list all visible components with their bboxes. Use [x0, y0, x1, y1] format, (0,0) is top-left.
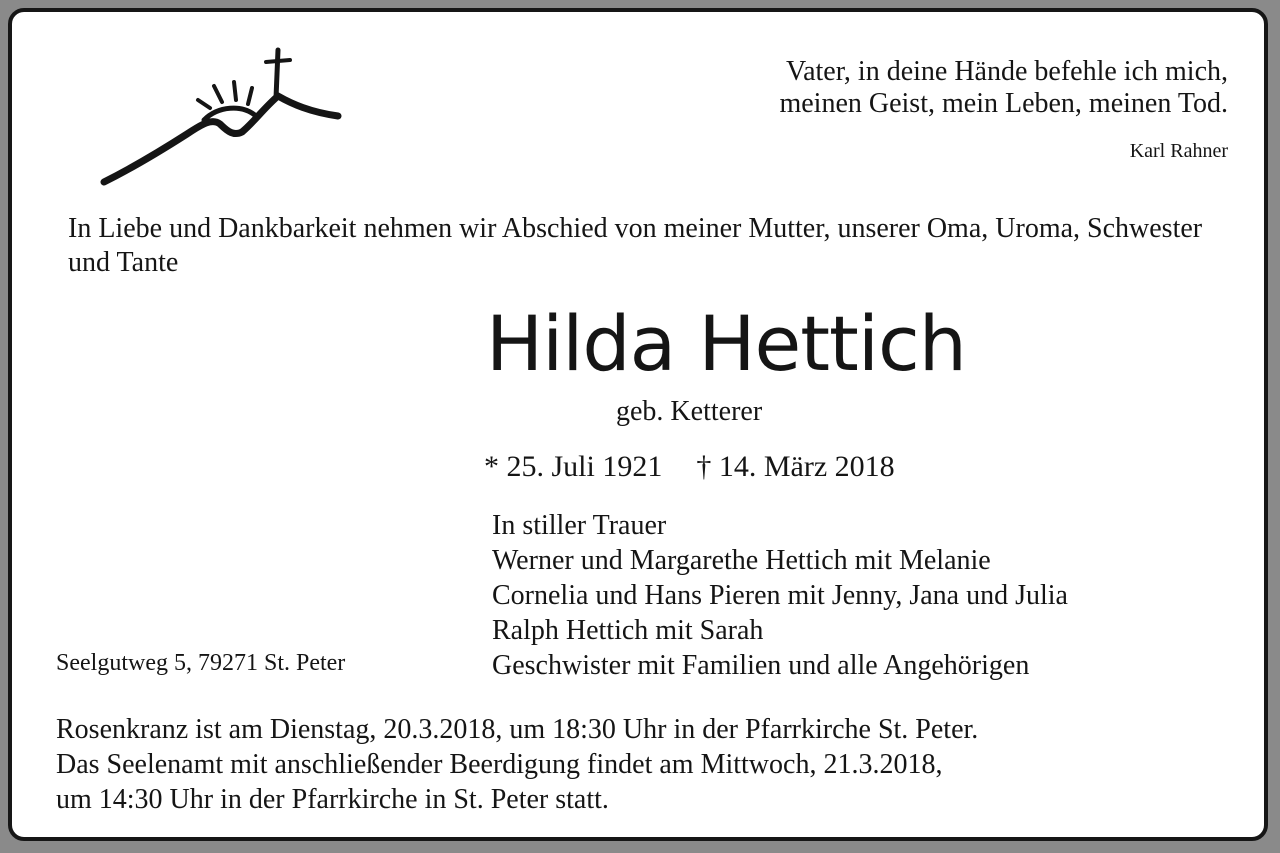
mourners-list	[492, 508, 1068, 683]
service-line: Rosenkranz ist am Dienstag, 20.3.2018, um 18:30 Uhr in der Pfarrkirche St. Peter.	[56, 714, 979, 745]
quote-line: Vater, in deine Hände befehle ich mich,	[785, 56, 1228, 87]
birth-name: geb. Ketterer	[616, 396, 763, 427]
service-line: um 14:30 Uhr in der Pfarrkirche in St. Peter statt.	[56, 784, 609, 815]
mourner-line: Ralph Hettich mit Sarah	[492, 615, 764, 646]
mourner-line: Cornelia und Hans Pieren mit Jenny, Jana und Julia	[492, 580, 1068, 611]
mourner-line: Geschwister mit Familien und alle Angehörigen	[492, 650, 1030, 681]
cross-mountain-sunrise-icon	[92, 40, 352, 190]
birth-date: * 25. Juli 1921	[484, 450, 663, 483]
mourner-line: Werner und Margarethe Hettich mit Melanie	[492, 545, 991, 576]
mourners-heading: In stiller Trauer	[492, 510, 667, 541]
service-line: Das Seelenamt mit anschließender Beerdigung findet am Mittwoch, 21.3.2018,	[56, 749, 943, 780]
deceased-name: Hilda Hettich	[486, 299, 966, 388]
life-dates	[484, 450, 895, 484]
quote-line: meinen Geist, mein Leben, meinen Tod.	[779, 88, 1228, 119]
death-date: † 14. März 2018	[696, 450, 895, 483]
service-info	[56, 712, 978, 817]
intro-text: In Liebe und Dankbarkeit nehmen wir Abschied von meiner Mutter, unserer Oma, Uroma, Schwester und Tante	[68, 213, 1203, 278]
scripture-quote	[779, 56, 1228, 120]
obituary-card	[8, 8, 1268, 841]
quote-author: Karl Rahner	[1129, 140, 1228, 162]
address: Seelgutweg 5, 79271 St. Peter	[56, 650, 346, 676]
